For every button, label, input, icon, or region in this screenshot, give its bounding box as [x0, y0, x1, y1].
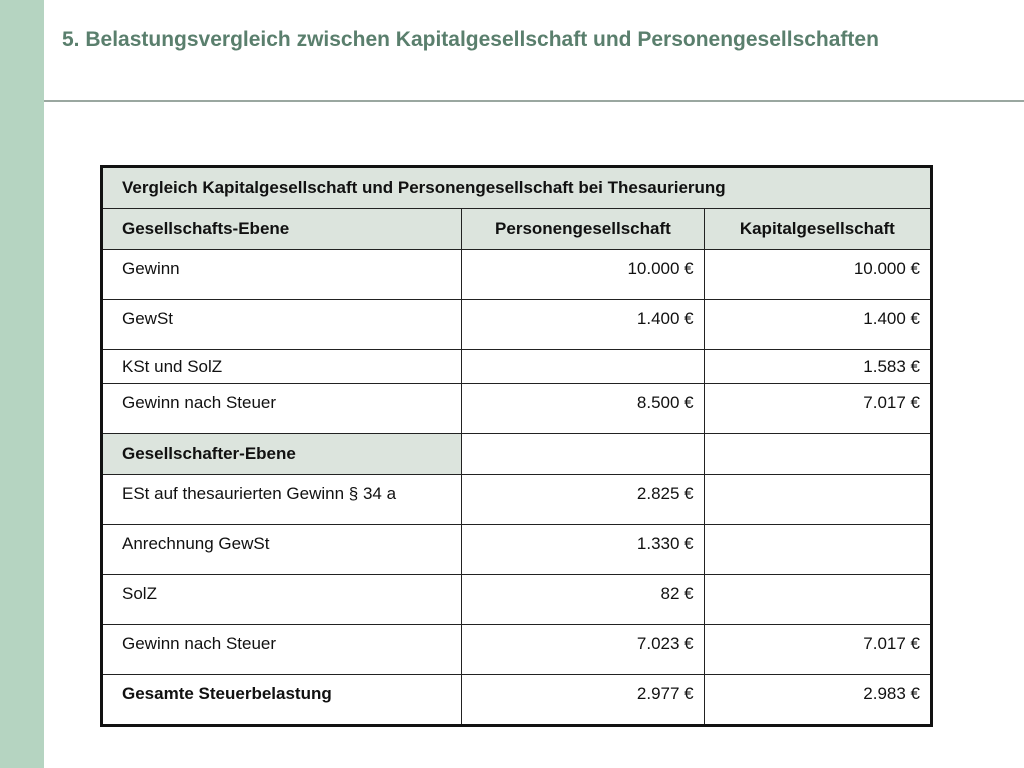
table-header-row	[102, 209, 932, 250]
row-label: Gewinn	[102, 250, 462, 300]
total-personengesellschaft: 2.977 €	[462, 675, 704, 726]
value-kapitalgesellschaft	[704, 434, 931, 475]
value-personengesellschaft	[462, 434, 704, 475]
table-row	[102, 475, 932, 525]
value-personengesellschaft: 2.825 €	[462, 475, 704, 525]
value-kapitalgesellschaft	[704, 525, 931, 575]
row-label: KSt und SolZ	[102, 350, 462, 384]
row-label: Gewinn nach Steuer	[102, 384, 462, 434]
value-kapitalgesellschaft: 7.017 €	[704, 625, 931, 675]
table-caption: Vergleich Kapitalgesellschaft und Personengesellschaft bei Thesaurierung	[102, 167, 932, 209]
row-label: ESt auf thesaurierten Gewinn § 34 a	[102, 475, 462, 525]
row-label: SolZ	[102, 575, 462, 625]
value-kapitalgesellschaft	[704, 475, 931, 525]
value-personengesellschaft: 10.000 €	[462, 250, 704, 300]
table-row	[102, 525, 932, 575]
table-row	[102, 575, 932, 625]
table-row	[102, 300, 932, 350]
value-personengesellschaft: 1.330 €	[462, 525, 704, 575]
row-label: Gewinn nach Steuer	[102, 625, 462, 675]
table-row	[102, 250, 932, 300]
value-kapitalgesellschaft	[704, 575, 931, 625]
header-kapitalgesellschaft: Kapitalgesellschaft	[704, 209, 931, 250]
page-title: 5. Belastungsvergleich zwischen Kapitalgesellschaft und Personengesellschaften	[62, 28, 879, 51]
value-personengesellschaft: 7.023 €	[462, 625, 704, 675]
value-personengesellschaft: 8.500 €	[462, 384, 704, 434]
table-total-row	[102, 675, 932, 726]
header-gesellschafts-ebene: Gesellschafts-Ebene	[102, 209, 462, 250]
section-label-gesellschafter-ebene: Gesellschafter-Ebene	[102, 434, 462, 475]
left-accent-band	[0, 0, 44, 768]
header-personengesellschaft: Personengesellschaft	[462, 209, 704, 250]
total-kapitalgesellschaft: 2.983 €	[704, 675, 931, 726]
table-row	[102, 384, 932, 434]
table-caption-row	[102, 167, 932, 209]
row-label: Anrechnung GewSt	[102, 525, 462, 575]
value-personengesellschaft	[462, 350, 704, 384]
total-label: Gesamte Steuerbelastung	[102, 675, 462, 726]
comparison-table	[100, 165, 933, 727]
value-kapitalgesellschaft: 7.017 €	[704, 384, 931, 434]
table-row	[102, 625, 932, 675]
value-kapitalgesellschaft: 1.583 €	[704, 350, 931, 384]
table-section-row	[102, 434, 932, 475]
value-personengesellschaft: 82 €	[462, 575, 704, 625]
table-row	[102, 350, 932, 384]
value-personengesellschaft: 1.400 €	[462, 300, 704, 350]
row-label: GewSt	[102, 300, 462, 350]
title-divider	[44, 100, 1024, 102]
value-kapitalgesellschaft: 1.400 €	[704, 300, 931, 350]
value-kapitalgesellschaft: 10.000 €	[704, 250, 931, 300]
